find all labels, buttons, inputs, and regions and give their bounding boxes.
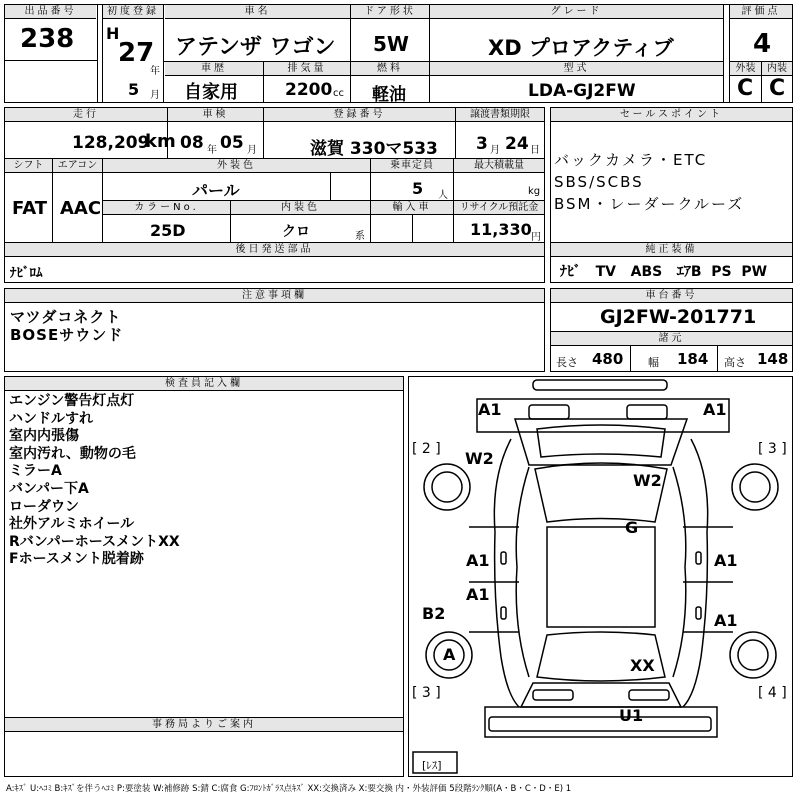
era: H: [106, 24, 120, 43]
transfer-month: 3: [476, 134, 488, 154]
interior-color-label: 内装色: [231, 201, 370, 215]
import-label: 輸入車: [371, 201, 453, 215]
transfer-month-unit: 月: [490, 145, 500, 156]
shift-label: シフト: [5, 159, 52, 173]
inspector-line-2: ハンドルすれ: [9, 410, 93, 427]
res-label: [ﾚｽ]: [422, 759, 442, 772]
equip-nav: ﾅﾋﾞ: [560, 264, 581, 280]
equip-ps: PS: [711, 264, 732, 280]
equipment-label: 純正装備: [551, 243, 792, 257]
interior-color: クロ: [282, 224, 310, 240]
color-number: 25D: [150, 221, 186, 240]
displacement-label: 排気量: [264, 62, 350, 76]
mark-a1-right-front-door: A1: [714, 551, 738, 570]
mark-a-wheel: A: [443, 645, 456, 664]
spec-label: 諸元: [551, 332, 792, 346]
corner-4: [ 4 ]: [758, 685, 787, 701]
inspector-line-9: RバンパーホースメントXX: [9, 533, 180, 550]
inspector-label: 検査員記入欄: [5, 377, 403, 391]
history: 自家用: [184, 82, 238, 103]
mileage-unit: km: [145, 131, 176, 152]
capacity-unit: 人: [438, 190, 448, 201]
lot-no-label: 出品番号: [5, 5, 96, 19]
recycle-unit: 円: [531, 232, 541, 243]
grade-label: グレード: [430, 5, 723, 19]
car-name-label: 車名: [165, 5, 350, 19]
mark-b2-left: B2: [422, 604, 446, 623]
inspection-label: 車検: [168, 108, 263, 122]
mark-a1-left-rear-door: A1: [466, 585, 490, 604]
inspector-line-1: エンジン警告灯点灯: [9, 393, 135, 409]
first-reg-label: 初度登録: [103, 5, 163, 19]
inspector-line-5: ミラーA: [9, 463, 62, 480]
max-load-unit: kg: [528, 186, 541, 197]
mark-a1-front-right: A1: [703, 400, 727, 419]
inspection-year: 08: [180, 133, 204, 153]
note-line-1: マツダコネクト: [10, 308, 122, 326]
exterior-grade: C: [737, 76, 754, 101]
transfer-label: 譲渡書類期限: [456, 108, 544, 122]
recycle-fee: 11,330: [470, 220, 532, 239]
month-unit: 月: [150, 90, 160, 101]
car-name: アテンザ ワゴン: [175, 35, 336, 60]
length: 480: [592, 350, 624, 368]
later-parts-label: 後日発送部品: [5, 243, 544, 257]
office-label: 事務局よりご案内: [5, 718, 403, 732]
width: 184: [677, 350, 709, 368]
registration-number: 滋賀 330マ533: [310, 139, 438, 159]
equipment-list: [560, 261, 767, 281]
mark-a1-right-rear-door: A1: [714, 611, 738, 630]
body-color: パール: [192, 181, 240, 200]
mark-xx-rear: XX: [630, 656, 655, 675]
recycle-label: リサイクル預託金: [454, 201, 544, 215]
model-label: 型式: [430, 62, 723, 76]
max-load-label: 最大積載量: [454, 159, 544, 173]
ac-label: エアコン: [53, 159, 102, 173]
inspector-notes: [9, 393, 180, 569]
air-conditioner: AAC: [60, 198, 102, 219]
mark-u1-bumper: U1: [619, 706, 644, 725]
inspection-month-unit: 月: [247, 145, 257, 156]
transfer-day: 24: [505, 134, 529, 154]
capacity: 5: [412, 179, 424, 198]
notes-label: 注意事項欄: [5, 289, 544, 303]
sales-point-3: BSM・レーダークルーズ: [554, 195, 745, 213]
exterior-label: 外装: [730, 62, 761, 76]
color-label: 外装色: [103, 159, 370, 173]
interior-grade: C: [769, 76, 786, 101]
interior-color-unit: 系: [355, 231, 365, 242]
car-diagram: [409, 377, 792, 776]
displacement: 2200: [285, 80, 333, 100]
reg-no-label: 登録番号: [264, 108, 455, 122]
mileage: 128,209: [72, 133, 150, 153]
note-line-2: BOSEサウンド: [10, 326, 124, 344]
equip-abs: ABS: [630, 264, 663, 280]
history-label: 車歴: [165, 62, 263, 76]
model-code: LDA-GJ2FW: [528, 81, 636, 101]
inspector-line-6: バンパー下A: [9, 480, 89, 497]
mileage-label: 走行: [5, 108, 167, 122]
corner-2: [ 2 ]: [412, 441, 441, 457]
interior-label: 内装: [762, 62, 792, 76]
height: 148: [757, 350, 789, 368]
inspector-line-7: ローダウン: [9, 498, 79, 515]
year-unit: 年: [150, 66, 160, 77]
later-parts: ﾅﾋﾞﾛﾑ: [10, 266, 43, 281]
sales-points-label: セールスポイント: [551, 108, 792, 122]
inspector-line-3: 室内内張傷: [9, 428, 79, 445]
mark-w2-hood: W2: [633, 471, 662, 490]
height-label: 高さ: [724, 356, 746, 369]
length-label: 長さ: [556, 356, 578, 369]
color-no-label: カラーNo.: [103, 201, 230, 215]
first-reg-month: 5: [128, 80, 140, 99]
inspector-line-8: 社外アルミホイール: [9, 516, 135, 533]
sales-point-1: バックカメラ・ETC: [554, 151, 708, 169]
chassis-label: 車台番号: [551, 289, 792, 303]
lot-no: 238: [20, 24, 75, 54]
fuel: 軽油: [372, 85, 406, 105]
shift: FAT: [12, 198, 48, 219]
mark-w2-left: W2: [465, 449, 494, 468]
displacement-unit: cc: [333, 88, 344, 99]
inspector-line-4: 室内汚れ、動物の毛: [9, 445, 136, 462]
inspection-year-unit: 年: [207, 145, 217, 156]
inspection-month: 05: [220, 133, 244, 153]
chassis-number: GJ2FW-201771: [600, 306, 757, 328]
equip-airbag: ｴｱB: [676, 264, 702, 280]
fuel-label: 燃料: [351, 62, 429, 76]
transfer-day-unit: 日: [530, 145, 540, 156]
corner-3-top: [ 3 ]: [758, 441, 787, 457]
mark-g-windshield: G: [625, 518, 639, 537]
equip-tv: TV: [595, 264, 617, 280]
grade: XD プロアクティブ: [488, 36, 674, 60]
mark-a1-front-left: A1: [478, 400, 502, 419]
legend: A:ｷｽﾞ U:ﾍｺﾐ B:ｷｽﾞを伴うﾍｺﾐ P:要塗装 W:補修跡 S:錆 C:腐食 G:ﾌﾛﾝﾄｶﾞﾗｽ点ｷｽﾞ XX:交換済み X:要交換 内・外装評価 5段階ﾗﾝｸ順(A・B・C・D・E) 1: [6, 784, 572, 794]
corner-3-bottom: [ 3 ]: [412, 685, 441, 701]
mark-a1-left-front-door: A1: [466, 551, 490, 570]
width-label: 幅: [648, 356, 659, 369]
capacity-label: 乗車定員: [371, 159, 453, 173]
door-type: 5W: [373, 32, 409, 56]
sales-point-2: SBS/SCBS: [554, 173, 644, 191]
equip-pw: PW: [741, 264, 768, 280]
score-label: 評価点: [730, 5, 792, 19]
inspector-line-10: Fホースメント脱着跡: [9, 551, 144, 568]
first-reg-year: 27: [118, 38, 155, 68]
score: 4: [753, 29, 772, 59]
door-label: ドア形状: [351, 5, 429, 19]
